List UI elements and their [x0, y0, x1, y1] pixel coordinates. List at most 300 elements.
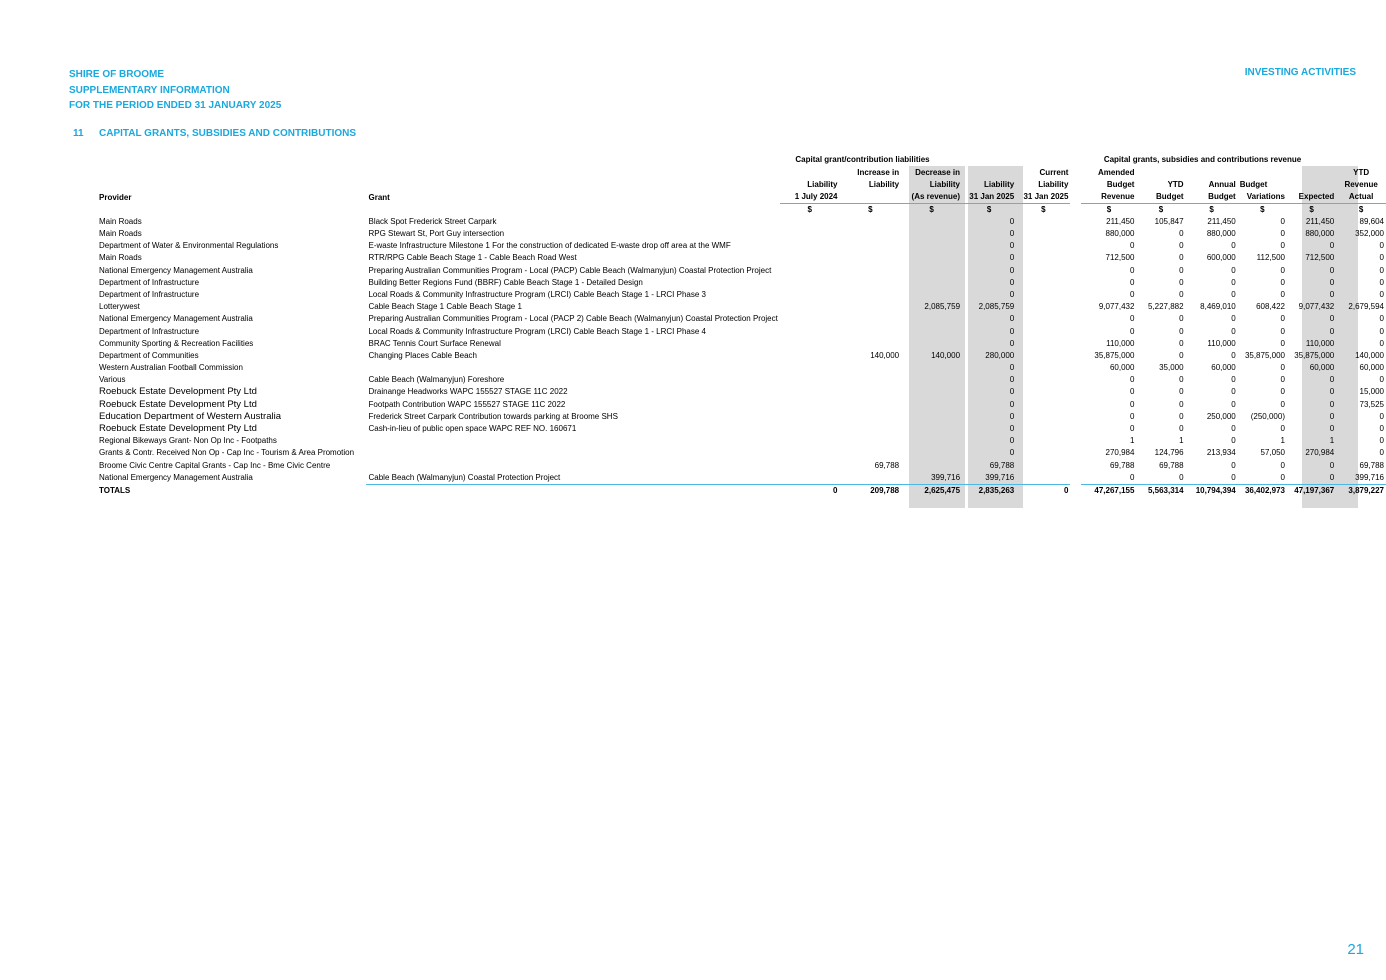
- cell-decrease: [901, 362, 962, 374]
- cell-amended: 9,077,432: [1098, 302, 1135, 312]
- cell-increase: [840, 411, 902, 423]
- table-row: [97, 228, 1386, 240]
- cell-increase: [840, 277, 902, 289]
- col-ytd-budget-line1: YTD: [1167, 179, 1184, 189]
- total-variations: 36,402,973: [1238, 484, 1287, 497]
- cell-annual: 0: [1231, 460, 1236, 470]
- table-row: [97, 411, 1386, 423]
- cell-ytd-actual: 0: [1379, 411, 1384, 421]
- total-liab-open: 0: [780, 484, 840, 497]
- col-provider: Provider: [99, 192, 132, 202]
- cell-provider: Department of Infrastructure: [99, 289, 200, 299]
- cell-amended: 270,984: [1105, 448, 1135, 458]
- cell-decrease: [901, 460, 962, 472]
- cell-expected: 211,450: [1305, 216, 1335, 226]
- cell-ytd-actual: 0: [1379, 436, 1384, 446]
- cell-expected: 270,984: [1305, 448, 1335, 458]
- table-row: [97, 240, 1386, 252]
- cell-provider: Broome Civic Centre Capital Grants - Cap Inc - Bme Civic Centre: [99, 460, 331, 470]
- unit-annual: $: [1186, 203, 1238, 216]
- cell-decrease: [901, 277, 962, 289]
- cell-amended: 69,788: [1109, 460, 1135, 470]
- cell-ytd-budget: 1: [1179, 436, 1184, 446]
- cell-annual: 60,000: [1211, 363, 1236, 373]
- cell-ytd-budget: 69,788: [1159, 460, 1184, 470]
- col-amended-line2: Budget: [1106, 179, 1135, 189]
- cell-variations: 0: [1280, 424, 1285, 434]
- total-decrease: 2,625,475: [901, 484, 962, 497]
- cell-variations: 608,422: [1256, 302, 1285, 312]
- table-row: [97, 386, 1386, 398]
- cell-current: [1016, 435, 1070, 447]
- cell-current: [1016, 350, 1070, 362]
- cell-ytd-actual: 0: [1379, 375, 1384, 385]
- cell-decrease: [901, 325, 962, 337]
- cell-decrease: [901, 265, 962, 277]
- cell-liab-close: 0: [1009, 363, 1015, 373]
- header-row-2: [97, 178, 1386, 190]
- cell-decrease: [901, 447, 962, 459]
- cell-liab-close: 2,085,759: [978, 302, 1015, 312]
- table-row: [97, 252, 1386, 264]
- cell-increase: [840, 216, 902, 228]
- col-ytd-actual-line2: Revenue: [1344, 179, 1378, 189]
- cell-ytd-budget: 0: [1179, 399, 1184, 409]
- cell-liab-close: 280,000: [985, 350, 1015, 360]
- cell-liab-open: [780, 411, 840, 423]
- cell-provider: Department of Communities: [99, 350, 199, 360]
- cell-amended: 0: [1130, 241, 1135, 251]
- group-header-liabilities: Capital grant/contribution liabilities: [795, 155, 930, 164]
- cell-current: [1016, 277, 1070, 289]
- cell-decrease: 140,000: [931, 350, 961, 360]
- table-row: [97, 472, 1386, 485]
- total-liab-close: 2,835,263: [962, 484, 1016, 497]
- cell-liab-open: [780, 399, 840, 411]
- total-current: 0: [1016, 484, 1070, 497]
- cell-increase: [840, 252, 902, 264]
- cell-variations: 0: [1280, 265, 1285, 275]
- cell-amended: 0: [1130, 399, 1135, 409]
- cell-liab-close: 0: [1009, 338, 1015, 348]
- cell-provider: Department of Water & Environmental Regulations: [99, 241, 279, 251]
- table-row: [97, 374, 1386, 386]
- cell-expected: 0: [1329, 399, 1335, 409]
- cell-grant: [366, 460, 779, 472]
- cell-provider: Grants & Contr. Received Non Op - Cap Inc - Tourism & Area Promotion: [99, 448, 355, 458]
- cell-variations: 1: [1280, 436, 1285, 446]
- cell-ytd-budget: 0: [1179, 424, 1184, 434]
- cell-ytd-budget: 5,227,882: [1147, 302, 1184, 312]
- cell-liab-close: 0: [1009, 399, 1015, 409]
- col-liab-close-line2: 31 Jan 2025: [969, 192, 1015, 202]
- cell-amended: 880,000: [1105, 229, 1135, 239]
- cell-provider: Main Roads: [99, 229, 142, 239]
- unit-decrease: $: [901, 203, 962, 216]
- cell-variations: 0: [1280, 460, 1285, 470]
- cell-decrease: [901, 435, 962, 447]
- cell-expected: 0: [1329, 424, 1335, 434]
- cell-annual: 250,000: [1206, 411, 1236, 421]
- cell-liab-close: 0: [1009, 265, 1015, 275]
- group-header-revenue: Capital grants, subsidies and contributions revenue: [1103, 155, 1302, 164]
- cell-increase: [840, 265, 902, 277]
- cell-liab-open: [780, 289, 840, 301]
- report-period: FOR THE PERIOD ENDED 31 JANUARY 2025: [69, 100, 282, 111]
- cell-variations: 0: [1280, 387, 1285, 397]
- cell-variations: 112,500: [1256, 253, 1285, 263]
- col-increase-line2: Liability: [868, 179, 900, 189]
- cell-annual: 8,469,010: [1200, 302, 1236, 312]
- cell-grant: E-waste Infrastructure Milestone 1 For the construction of dedicated E-waste drop off area at the WMF: [368, 241, 731, 251]
- cell-liab-close: 0: [1009, 387, 1015, 397]
- cell-annual: 600,000: [1206, 253, 1236, 263]
- cell-annual: 0: [1231, 399, 1236, 409]
- unit-ytd-budget: $: [1136, 203, 1185, 216]
- cell-variations: 0: [1280, 229, 1285, 239]
- cell-liab-open: [780, 277, 840, 289]
- cell-provider: Roebuck Estate Development Pty Ltd: [99, 423, 257, 435]
- cell-liab-close: 0: [1009, 448, 1015, 458]
- cell-ytd-actual: 0: [1379, 326, 1384, 336]
- cell-ytd-budget: 0: [1179, 326, 1184, 336]
- report-header: [69, 67, 281, 114]
- section-number: 11: [73, 128, 84, 139]
- cell-amended: 712,500: [1105, 253, 1135, 263]
- cell-current: [1016, 216, 1070, 228]
- cell-expected: 9,077,432: [1298, 302, 1335, 312]
- cell-liab-open: [780, 460, 840, 472]
- cell-grant: Cable Beach Stage 1 Cable Beach Stage 1: [368, 302, 522, 312]
- cell-decrease: [901, 216, 962, 228]
- cell-current: [1016, 399, 1070, 411]
- col-current-line2: Liability: [1038, 179, 1069, 189]
- cell-provider: Roebuck Estate Development Pty Ltd: [99, 398, 257, 410]
- cell-variations: 0: [1280, 363, 1285, 373]
- total-ytd-actual: 3,879,227: [1336, 484, 1386, 497]
- table-row: [97, 423, 1386, 435]
- cell-decrease: [901, 338, 962, 350]
- cell-ytd-actual: 140,000: [1355, 350, 1384, 360]
- cell-increase: [840, 228, 902, 240]
- cell-expected: 35,875,000: [1294, 350, 1335, 360]
- cell-ytd-actual: 73,525: [1359, 399, 1384, 409]
- cell-increase: [840, 301, 902, 313]
- table-row: [97, 289, 1386, 301]
- cell-variations: 0: [1280, 216, 1285, 226]
- cell-grant: Local Roads & Community Infrastructure Program (LRCI) Cable Beach Stage 1 - LRCI Phase 3: [368, 289, 706, 299]
- total-amended: 47,267,155: [1081, 484, 1136, 497]
- cell-current: [1016, 240, 1070, 252]
- cell-expected: 712,500: [1305, 253, 1335, 263]
- cell-increase: [840, 325, 902, 337]
- cell-amended: 0: [1130, 289, 1135, 299]
- cell-amended: 0: [1130, 387, 1135, 397]
- cell-ytd-actual: 0: [1379, 424, 1384, 434]
- cell-ytd-budget: 124,796: [1154, 448, 1184, 458]
- cell-grant: Frederick Street Carpark Contribution towards parking at Broome SHS: [368, 411, 618, 421]
- cell-decrease: [901, 386, 962, 398]
- cell-grant: BRAC Tennis Court Surface Renewal: [368, 338, 501, 348]
- cell-amended: 110,000: [1106, 338, 1135, 348]
- cell-decrease: 399,716: [931, 472, 961, 482]
- cell-liab-close: 0: [1009, 289, 1015, 299]
- col-amended-line3: Revenue: [1101, 192, 1135, 202]
- cell-grant: RTR/RPG Cable Beach Stage 1 - Cable Beach Road West: [368, 253, 577, 263]
- cell-decrease: [901, 240, 962, 252]
- section-title-text: CAPITAL GRANTS, SUBSIDIES AND CONTRIBUTIONS: [99, 128, 357, 139]
- cell-expected: 0: [1329, 277, 1335, 287]
- cell-liab-open: [780, 374, 840, 386]
- cell-ytd-actual: 0: [1379, 314, 1384, 324]
- header-row-1: [97, 166, 1386, 178]
- cell-provider: Main Roads: [99, 253, 142, 263]
- cell-annual: 0: [1231, 241, 1236, 251]
- table-row: [97, 325, 1386, 337]
- cell-provider: Regional Bikeways Grant- Non Op Inc - Footpaths: [99, 436, 277, 446]
- cell-annual: 211,450: [1207, 216, 1236, 226]
- col-increase-line1: Increase in: [857, 167, 900, 177]
- cell-liab-open: [780, 325, 840, 337]
- cell-expected: 0: [1329, 241, 1335, 251]
- cell-increase: [840, 362, 902, 374]
- cell-current: [1016, 265, 1070, 277]
- cell-liab-open: [780, 265, 840, 277]
- cell-liab-close: 0: [1009, 229, 1015, 239]
- cell-amended: 0: [1130, 375, 1135, 385]
- cell-expected: 0: [1329, 314, 1335, 324]
- cell-ytd-actual: 60,000: [1359, 363, 1384, 373]
- cell-decrease: [901, 228, 962, 240]
- cell-current: [1016, 423, 1070, 435]
- cell-ytd-budget: 0: [1179, 241, 1184, 251]
- unit-liab-open: $: [780, 203, 840, 216]
- cell-ytd-budget: 0: [1179, 289, 1184, 299]
- cell-grant: Cable Beach (Walmanyjun) Coastal Protection Project: [368, 472, 561, 482]
- col-variations-line2: Variations: [1246, 192, 1285, 202]
- cell-increase: [840, 374, 902, 386]
- cell-decrease: 2,085,759: [924, 302, 961, 312]
- cell-amended: 35,875,000: [1094, 350, 1135, 360]
- cell-variations: 0: [1280, 375, 1285, 385]
- cell-current: [1016, 228, 1070, 240]
- cell-liab-open: [780, 240, 840, 252]
- cell-amended: 1: [1130, 436, 1135, 446]
- total-expected: 47,197,367: [1287, 484, 1336, 497]
- cell-ytd-budget: 0: [1179, 277, 1184, 287]
- unit-expected: $: [1287, 203, 1336, 216]
- col-grant: Grant: [368, 192, 390, 202]
- cell-ytd-actual: 0: [1379, 265, 1384, 275]
- grants-table: [97, 166, 1386, 497]
- cell-ytd-budget: 0: [1179, 253, 1184, 263]
- cell-ytd-actual: 89,604: [1359, 216, 1384, 226]
- cell-grant: [366, 447, 779, 459]
- table-row: [97, 399, 1386, 411]
- units-row: [97, 203, 1386, 216]
- cell-ytd-budget: 0: [1179, 411, 1184, 421]
- cell-ytd-budget: 0: [1179, 229, 1184, 239]
- totals-label: TOTALS: [99, 485, 131, 495]
- cell-ytd-budget: 0: [1179, 350, 1184, 360]
- cell-ytd-budget: 0: [1179, 265, 1184, 275]
- cell-provider: Department of Infrastructure: [99, 277, 200, 287]
- cell-expected: 0: [1329, 265, 1335, 275]
- col-current-line1: Current: [1039, 167, 1069, 177]
- cell-grant: [366, 362, 779, 374]
- cell-expected: 60,000: [1309, 363, 1335, 373]
- cell-variations: 0: [1280, 472, 1285, 482]
- cell-decrease: [901, 423, 962, 435]
- cell-grant: Changing Places Cable Beach: [368, 350, 477, 360]
- cell-decrease: [901, 313, 962, 325]
- unit-ytd-actual: $: [1336, 203, 1386, 216]
- col-liab-close-line1: Liability: [983, 179, 1015, 189]
- cell-expected: 0: [1329, 326, 1335, 336]
- cell-grant: Local Roads & Community Infrastructure Program (LRCI) Cable Beach Stage 1 - LRCI Phase 4: [368, 326, 706, 336]
- cell-annual: 880,000: [1206, 229, 1236, 239]
- cell-liab-close: 69,788: [989, 460, 1015, 470]
- cell-variations: 0: [1280, 289, 1285, 299]
- cell-expected: 0: [1329, 460, 1335, 470]
- cell-liab-close: 0: [1009, 424, 1015, 434]
- total-annual: 10,794,394: [1186, 484, 1238, 497]
- cell-ytd-budget: 105,847: [1154, 216, 1184, 226]
- table-row: [97, 313, 1386, 325]
- cell-variations: 0: [1280, 326, 1285, 336]
- cell-provider: Main Roads: [99, 216, 142, 226]
- cell-provider: Lotterywest: [99, 302, 140, 312]
- cell-liab-open: [780, 472, 840, 485]
- cell-ytd-actual: 0: [1379, 289, 1384, 299]
- cell-grant: RPG Stewart St, Port Guy intersection: [368, 229, 505, 239]
- cell-current: [1016, 374, 1070, 386]
- cell-annual: 0: [1231, 436, 1236, 446]
- table-body: [97, 216, 1386, 485]
- section-title: [73, 128, 356, 139]
- cell-liab-close: 0: [1009, 216, 1015, 226]
- cell-ytd-budget: 0: [1179, 472, 1184, 482]
- cell-amended: 0: [1130, 277, 1135, 287]
- cell-ytd-budget: 0: [1179, 338, 1184, 348]
- unit-amended: $: [1081, 203, 1136, 216]
- cell-increase: [840, 313, 902, 325]
- cell-variations: 0: [1280, 338, 1285, 348]
- table-row: [97, 338, 1386, 350]
- cell-variations: 57,050: [1260, 448, 1285, 458]
- cell-ytd-actual: 0: [1379, 448, 1384, 458]
- cell-ytd-actual: 0: [1379, 338, 1384, 348]
- cell-ytd-actual: 2,679,594: [1348, 302, 1384, 312]
- cell-annual: 0: [1231, 387, 1236, 397]
- cell-increase: [840, 240, 902, 252]
- cell-annual: 0: [1231, 265, 1236, 275]
- table-row: [97, 362, 1386, 374]
- col-decrease-line3: (As revenue): [911, 192, 961, 202]
- cell-liab-close: 0: [1009, 241, 1015, 251]
- report-subtitle: SUPPLEMENTARY INFORMATION: [69, 84, 230, 96]
- col-variations-line1: Budget: [1239, 179, 1268, 189]
- col-amended-line1: Amended: [1098, 167, 1135, 177]
- cell-liab-open: [780, 435, 840, 447]
- cell-amended: 0: [1130, 326, 1135, 336]
- cell-ytd-budget: 0: [1179, 314, 1184, 324]
- cell-amended: 0: [1130, 424, 1135, 434]
- cell-current: [1016, 472, 1070, 485]
- cell-increase: 140,000: [870, 350, 900, 360]
- col-liab-open-line2: 1 July 2024: [794, 192, 838, 202]
- col-annual-line2: Budget: [1208, 192, 1236, 202]
- cell-provider: Community Sporting & Recreation Facilities: [99, 338, 254, 348]
- cell-ytd-actual: 0: [1379, 241, 1384, 251]
- table-row: [97, 447, 1386, 459]
- cell-liab-close: 0: [1009, 253, 1015, 263]
- org-name: SHIRE OF BROOME: [69, 69, 165, 80]
- cell-variations: (250,000): [1250, 411, 1285, 421]
- cell-ytd-budget: 0: [1179, 375, 1184, 385]
- cell-provider: Western Australian Football Commission: [99, 363, 243, 373]
- cell-variations: 0: [1280, 399, 1285, 409]
- col-annual-line1: Annual: [1208, 179, 1236, 189]
- cell-annual: 0: [1231, 350, 1236, 360]
- cell-increase: [840, 447, 902, 459]
- cell-liab-close: 399,716: [985, 472, 1015, 482]
- cell-grant: Drainange Headworks WAPC 155527 STAGE 11C 2022: [368, 387, 568, 397]
- cell-provider: Department of Infrastructure: [99, 326, 200, 336]
- cell-ytd-budget: 35,000: [1159, 363, 1184, 373]
- unit-increase: $: [840, 203, 902, 216]
- cell-liab-close: 0: [1009, 326, 1015, 336]
- cell-annual: 0: [1231, 314, 1236, 324]
- cell-current: [1016, 411, 1070, 423]
- cell-expected: 0: [1329, 375, 1335, 385]
- cell-amended: 0: [1130, 472, 1135, 482]
- cell-liab-open: [780, 301, 840, 313]
- table-row: [97, 301, 1386, 313]
- col-ytd-budget-line2: Budget: [1156, 192, 1184, 202]
- cell-current: [1016, 447, 1070, 459]
- cell-decrease: [901, 374, 962, 386]
- cell-expected: 110,000: [1305, 338, 1335, 348]
- cell-expected: 0: [1329, 289, 1335, 299]
- cell-annual: 0: [1231, 375, 1236, 385]
- table-row: [97, 277, 1386, 289]
- unit-variations: $: [1238, 203, 1287, 216]
- cell-liab-open: [780, 386, 840, 398]
- cell-liab-close: 0: [1009, 375, 1015, 385]
- cell-liab-open: [780, 252, 840, 264]
- cell-grant: Cable Beach (Walmanyjun) Foreshore: [368, 375, 505, 385]
- cell-current: [1016, 289, 1070, 301]
- cell-expected: 0: [1329, 411, 1335, 421]
- unit-current: $: [1016, 203, 1070, 216]
- cell-liab-close: 0: [1009, 411, 1015, 421]
- cell-decrease: [901, 399, 962, 411]
- col-decrease-line1: Decrease in: [915, 167, 961, 177]
- cell-ytd-actual: 69,788: [1359, 460, 1384, 470]
- cell-current: [1016, 325, 1070, 337]
- table-row: [97, 435, 1386, 447]
- col-liab-open-line1: Liability: [807, 179, 838, 189]
- cell-liab-open: [780, 216, 840, 228]
- cell-annual: 213,934: [1206, 448, 1236, 458]
- cell-amended: 0: [1130, 411, 1135, 421]
- cell-amended: 0: [1130, 265, 1135, 275]
- cell-ytd-actual: 352,000: [1355, 229, 1384, 239]
- cell-liab-close: 0: [1009, 436, 1015, 446]
- total-ytd-budget: 5,563,314: [1136, 484, 1185, 497]
- cell-annual: 0: [1231, 472, 1236, 482]
